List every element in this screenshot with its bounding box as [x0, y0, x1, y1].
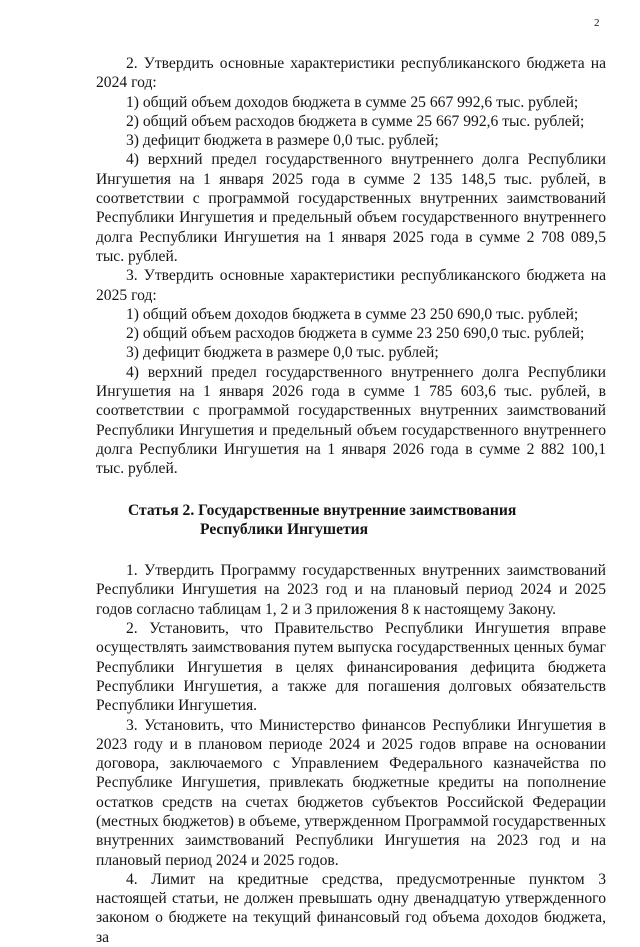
article-heading-line1: Статья 2. Государственные внутренние заимствования: [128, 501, 517, 519]
article-heading-line2: Республики Ингушетия: [200, 520, 369, 538]
paragraph: 3. Установить, что Министерство финансов Республики Ингушетия в 2023 году и в плановом периоде 2024 и 2025 годов вправе на основании договора, заключаемого с Управлением Федерального казначейства по Республике Ингушетия, привлекать бюджетные кредиты на пополнение остатков средств на счетах бюджетов субъектов Российской Федерации (местных бюджетов) в объеме, утвержденном Программой государственных внутренних заимствований Республики Ингушетия на 2023 год и на плановый период 2024 и 2025 годов.: [96, 716, 606, 869]
paragraph: 3. Утвердить основные характеристики республиканского бюджета на 2025 год:: [96, 267, 606, 304]
paragraph: 1. Утвердить Программу государственных внутренних заимствований Республики Ингушетия на 2023 год и на плановый период 2024 и 2025 годов согласно таблицам 1, 2 и 3 приложения 8 к настоящему Закону.: [96, 562, 606, 618]
paragraph: 4) верхний предел государственного внутреннего долга Республики Ингушетия на 1 января 2026 года в сумме 1 785 603,6 тыс. рублей, в соответствии с программой государственных внутренних заимствований Республики Ингушетия и предельный объем государственного внутреннего долга Республики Ингушетия на 1 января 2026 года в сумме 2 882 100,1 тыс. рублей.: [96, 363, 606, 478]
page-number: 2: [594, 17, 600, 29]
paragraph: 2) общий объем расходов бюджета в сумме 23 250 690,0 тыс. рублей;: [126, 325, 585, 343]
article-heading: [128, 501, 606, 540]
paragraph: 3) дефицит бюджета в размере 0,0 тыс. рублей;: [126, 344, 439, 362]
paragraph: 2. Установить, что Правительство Республики Ингушетия вправе осуществлять заимствования путем выпуска государственных ценных бумаг Республики Ингушетия в целях финансирования дефицита бюджета Республики Ингушетия, а также для погашения долговых обязательств Республики Ингушетия.: [96, 620, 606, 715]
paragraph: 4) верхний предел государственного внутреннего долга Республики Ингушетия на 1 января 2025 года в сумме 2 135 148,5 тыс. рублей, в соответствии с программой государственных внутренних заимствований Республики Ингушетия и предельный объем государственного внутреннего долга Республики Ингушетия на 1 января 2025 года в сумме 2 708 089,5 тыс. рублей.: [96, 151, 606, 265]
paragraph: 1) общий объем доходов бюджета в сумме 23 250 690,0 тыс. рублей;: [126, 305, 579, 323]
paragraph: 4. Лимит на кредитные средства, предусмотренные пунктом 3 настоящей статьи, не должен превышать одну двенадцатую утвержденного законом о бюджете на текущий финансовый год объема доходов бюджета, за: [96, 870, 606, 946]
paragraph: 1) общий объем доходов бюджета в сумме 25 667 992,6 тыс. рублей;: [126, 93, 579, 111]
document-body: [96, 54, 606, 947]
paragraph: 3) дефицит бюджета в размере 0,0 тыс. рублей;: [126, 132, 439, 150]
paragraph: 2) общий объем расходов бюджета в сумме 25 667 992,6 тыс. рублей;: [126, 112, 585, 130]
paragraph: 2. Утвердить основные характеристики республиканского бюджета на 2024 год:: [96, 55, 606, 92]
